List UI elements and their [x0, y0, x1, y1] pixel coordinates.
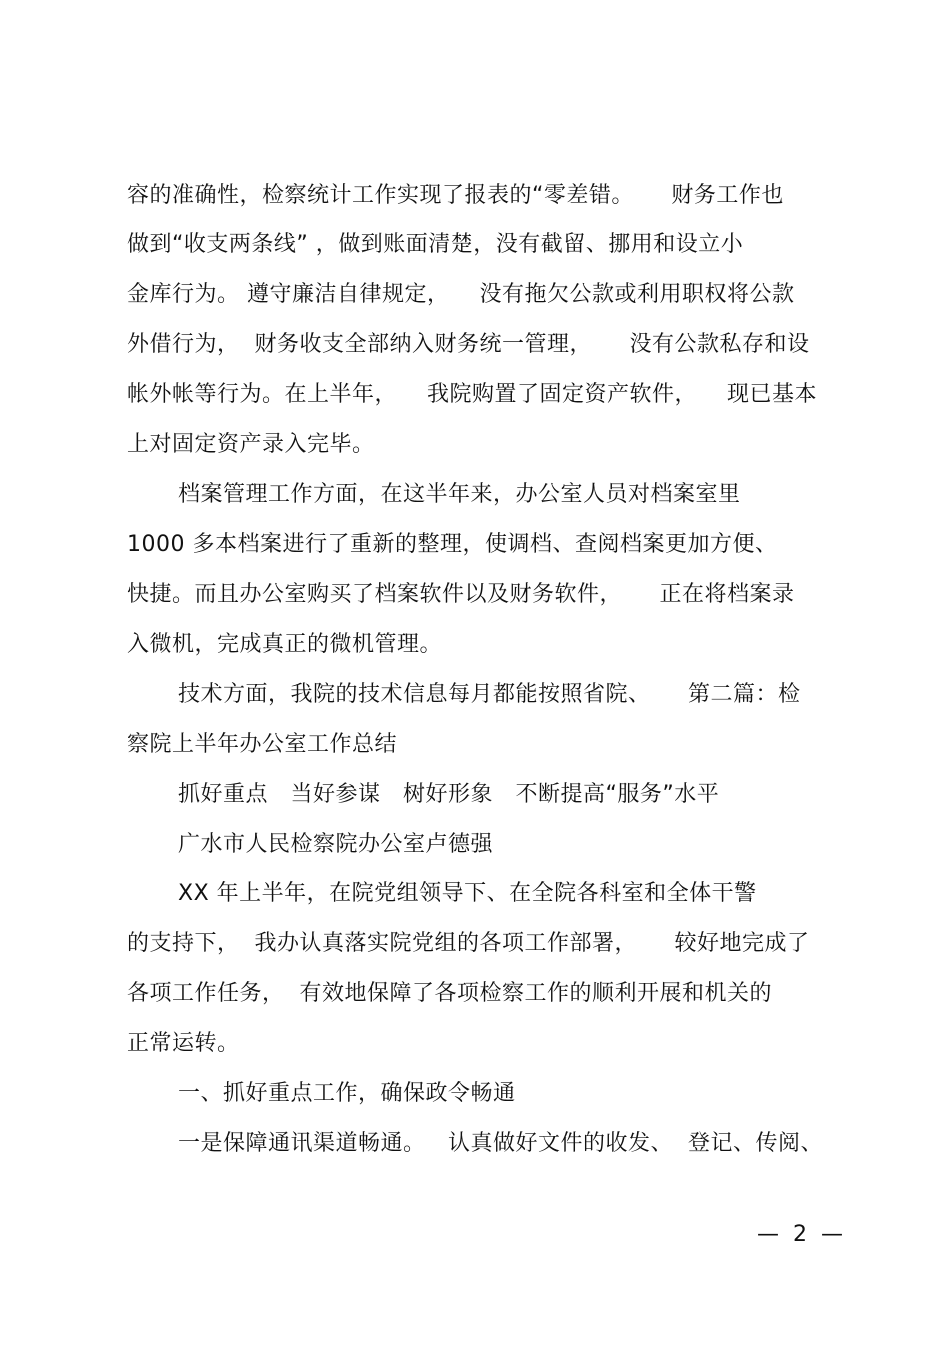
body-text-line: 帐外帐等行为。在上半年， 我院购置了固定资产软件， 现已基本 [127, 382, 817, 407]
body-text-line: 金库行为。 遵守廉洁自律规定， 没有拖欠公款或利用职权将公款 [127, 282, 795, 307]
body-text-line: 容的准确性，检察统计工作实现了报表的“零差错。 财务工作也 [127, 183, 784, 208]
body-text-line: 上对固定资产录入完毕。 [127, 432, 375, 457]
paragraph-start-line: XX 年上半年，在院党组领导下、在全院各科室和全体干警 [178, 881, 757, 906]
page-number: — 2 — [757, 1222, 843, 1247]
body-text-line: 做到“收支两条线” ，做到账面清楚，没有截留、挪用和设立小 [127, 232, 744, 257]
body-text-line: 1000 多本档案进行了重新的整理，使调档、查阅档案更加方便、 [127, 532, 778, 557]
body-text-line: 正常运转。 [127, 1031, 240, 1056]
paragraph-start-line: 档案管理工作方面，在这半年来，办公室人员对档案室里 [178, 482, 741, 507]
body-text-line: 外借行为， 财务收支全部纳入财务统一管理， 没有公款私存和设 [127, 332, 810, 357]
section-heading-line: 一、抓好重点工作，确保政令畅通 [178, 1081, 516, 1106]
body-text-line: 的支持下， 我办认真落实院党组的各项工作部署， 较好地完成了 [127, 931, 810, 956]
section-title-line: 抓好重点 当好参谋 树好形象 不断提高“服务”水平 [178, 782, 720, 807]
body-text-line: 入微机，完成真正的微机管理。 [127, 632, 443, 657]
body-text-line: 察院上半年办公室工作总结 [127, 732, 398, 757]
author-line: 广水市人民检察院办公室卢德强 [178, 832, 494, 857]
paragraph-start-line: 技术方面，我院的技术信息每月都能按照省院、 第二篇：检 [178, 682, 801, 707]
paragraph-start-line: 一是保障通讯渠道畅通。 认真做好文件的收发、 登记、传阅、 [178, 1131, 823, 1156]
body-text-line: 快捷。而且办公室购买了档案软件以及财务软件， 正在将档案录 [127, 582, 795, 607]
body-text-line: 各项工作任务， 有效地保障了各项检察工作的顺利开展和机关的 [127, 981, 772, 1006]
